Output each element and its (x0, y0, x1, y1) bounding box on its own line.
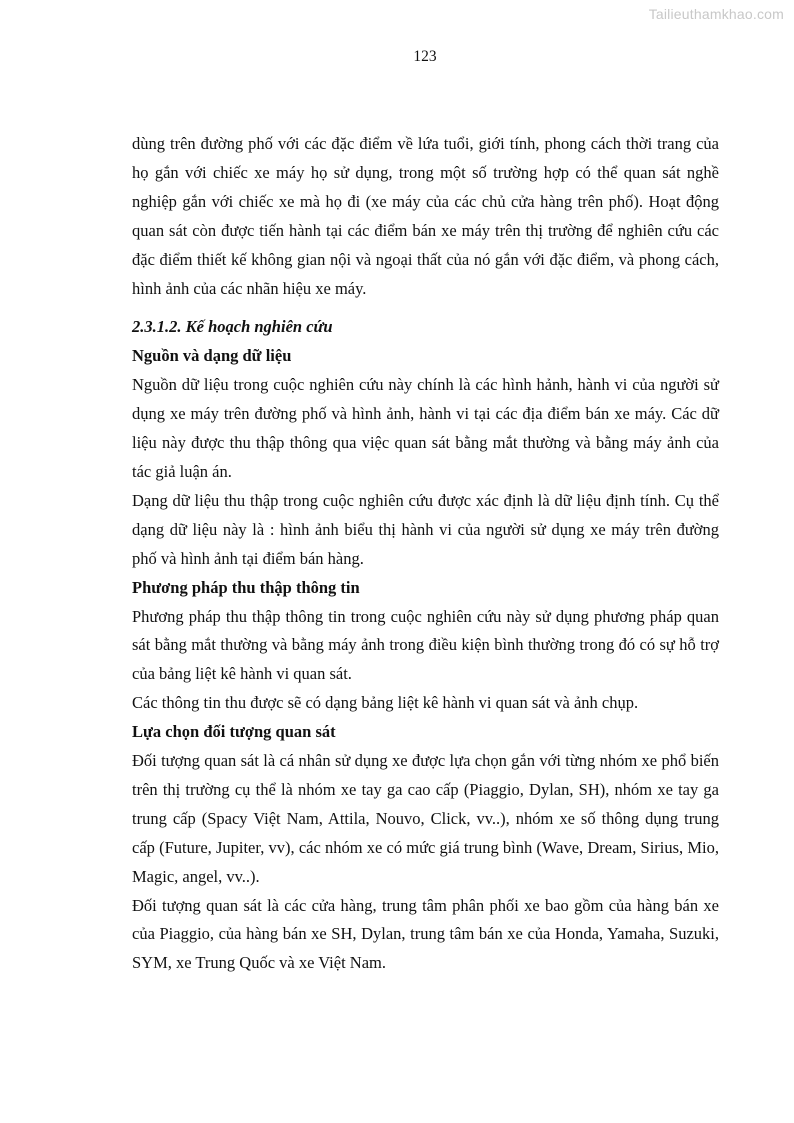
watermark-text: Tailieuthamkhao.com (648, 6, 784, 22)
subheading-collection-method: Phương pháp thu thập thông tin (132, 577, 360, 597)
document-body (132, 130, 719, 978)
paragraph-observation-intro: dùng trên đường phố với các đặc điểm về lứa tuổi, giới tính, phong cách thời trang của họ gắn với chiếc xe máy họ sử dụng, trong một số trường hợp có thể quan sát nghề nghiệp gắn với chiếc xe mà họ đi (xe máy của các chủ cửa hàng trên phố). Hoạt động quan sát còn được tiến hành tại các điểm bán xe máy trên thị trường để nghiên cứu các đặc điểm thiết kế không gian nội và ngoại thất của nó gắn với đặc điểm, và phong cách, hình ảnh của các nhãn hiệu xe máy. (132, 134, 719, 298)
subheading-data-source: Nguồn và dạng dữ liệu (132, 346, 292, 366)
paragraph-collection-method: Phương pháp thu thập thông tin trong cuộc nghiên cứu này sử dụng phương pháp quan sát bằng mắt thường và bằng máy ảnh trong điều kiện bình thường trong đó có sự hỗ trợ của bảng liệt kê hành vi quan sát. (132, 606, 719, 684)
paragraph-subject-stores: Đối tượng quan sát là các cửa hàng, trung tâm phân phối xe bao gồm của hàng bán xe của Piaggio, của hàng bán xe SH, Dylan, trung tâm bán xe của Honda, Yamaha, Suzuki, SYM, xe Trung Quốc và xe Việt Nam. (132, 895, 719, 973)
section-title: 2.3.1.2. Kế hoạch nghiên cứu (132, 317, 333, 337)
subheading-subject-selection: Lựa chọn đối tượng quan sát (132, 722, 336, 742)
paragraph-subject-individuals: Đối tượng quan sát là cá nhân sử dụng xe được lựa chọn gắn với từng nhóm xe phổ biến trên thị trường cụ thể là nhóm xe tay ga cao cấp (Piaggio, Dylan, SH), nhóm xe tay ga trung cấp (Spacy Việt Nam, Attila, Nouvo, Click, vv..), nhóm xe số thông dụng trung cấp (Future, Jupiter, vv), các nhóm xe có mức giá trung bình (Wave, Dream, Sirius, Mio, Magic, angel, vv..). (132, 751, 719, 886)
paragraph-data-type: Dạng dữ liệu thu thập trong cuộc nghiên cứu được xác định là dữ liệu định tính. Cụ thể dạng dữ liệu này là : hình ảnh biểu thị hành vi của người sử dụng xe máy trên đường phố và hình ảnh tại điểm bán hàng. (132, 490, 719, 568)
page-number: 123 (413, 48, 437, 65)
paragraph-data-source: Nguồn dữ liệu trong cuộc nghiên cứu này chính là các hình hảnh, hành vi của người sử dụng xe máy trên đường phố và hình ảnh, hành vi tại các địa điểm bán xe máy. Các dữ liệu này được thu thập thông qua việc quan sát bằng mắt thường và bằng máy ảnh của tác giả luận án. (132, 375, 719, 481)
paragraph-collection-output: Các thông tin thu được sẽ có dạng bảng liệt kê hành vi quan sát và ảnh chụp. (132, 693, 639, 713)
